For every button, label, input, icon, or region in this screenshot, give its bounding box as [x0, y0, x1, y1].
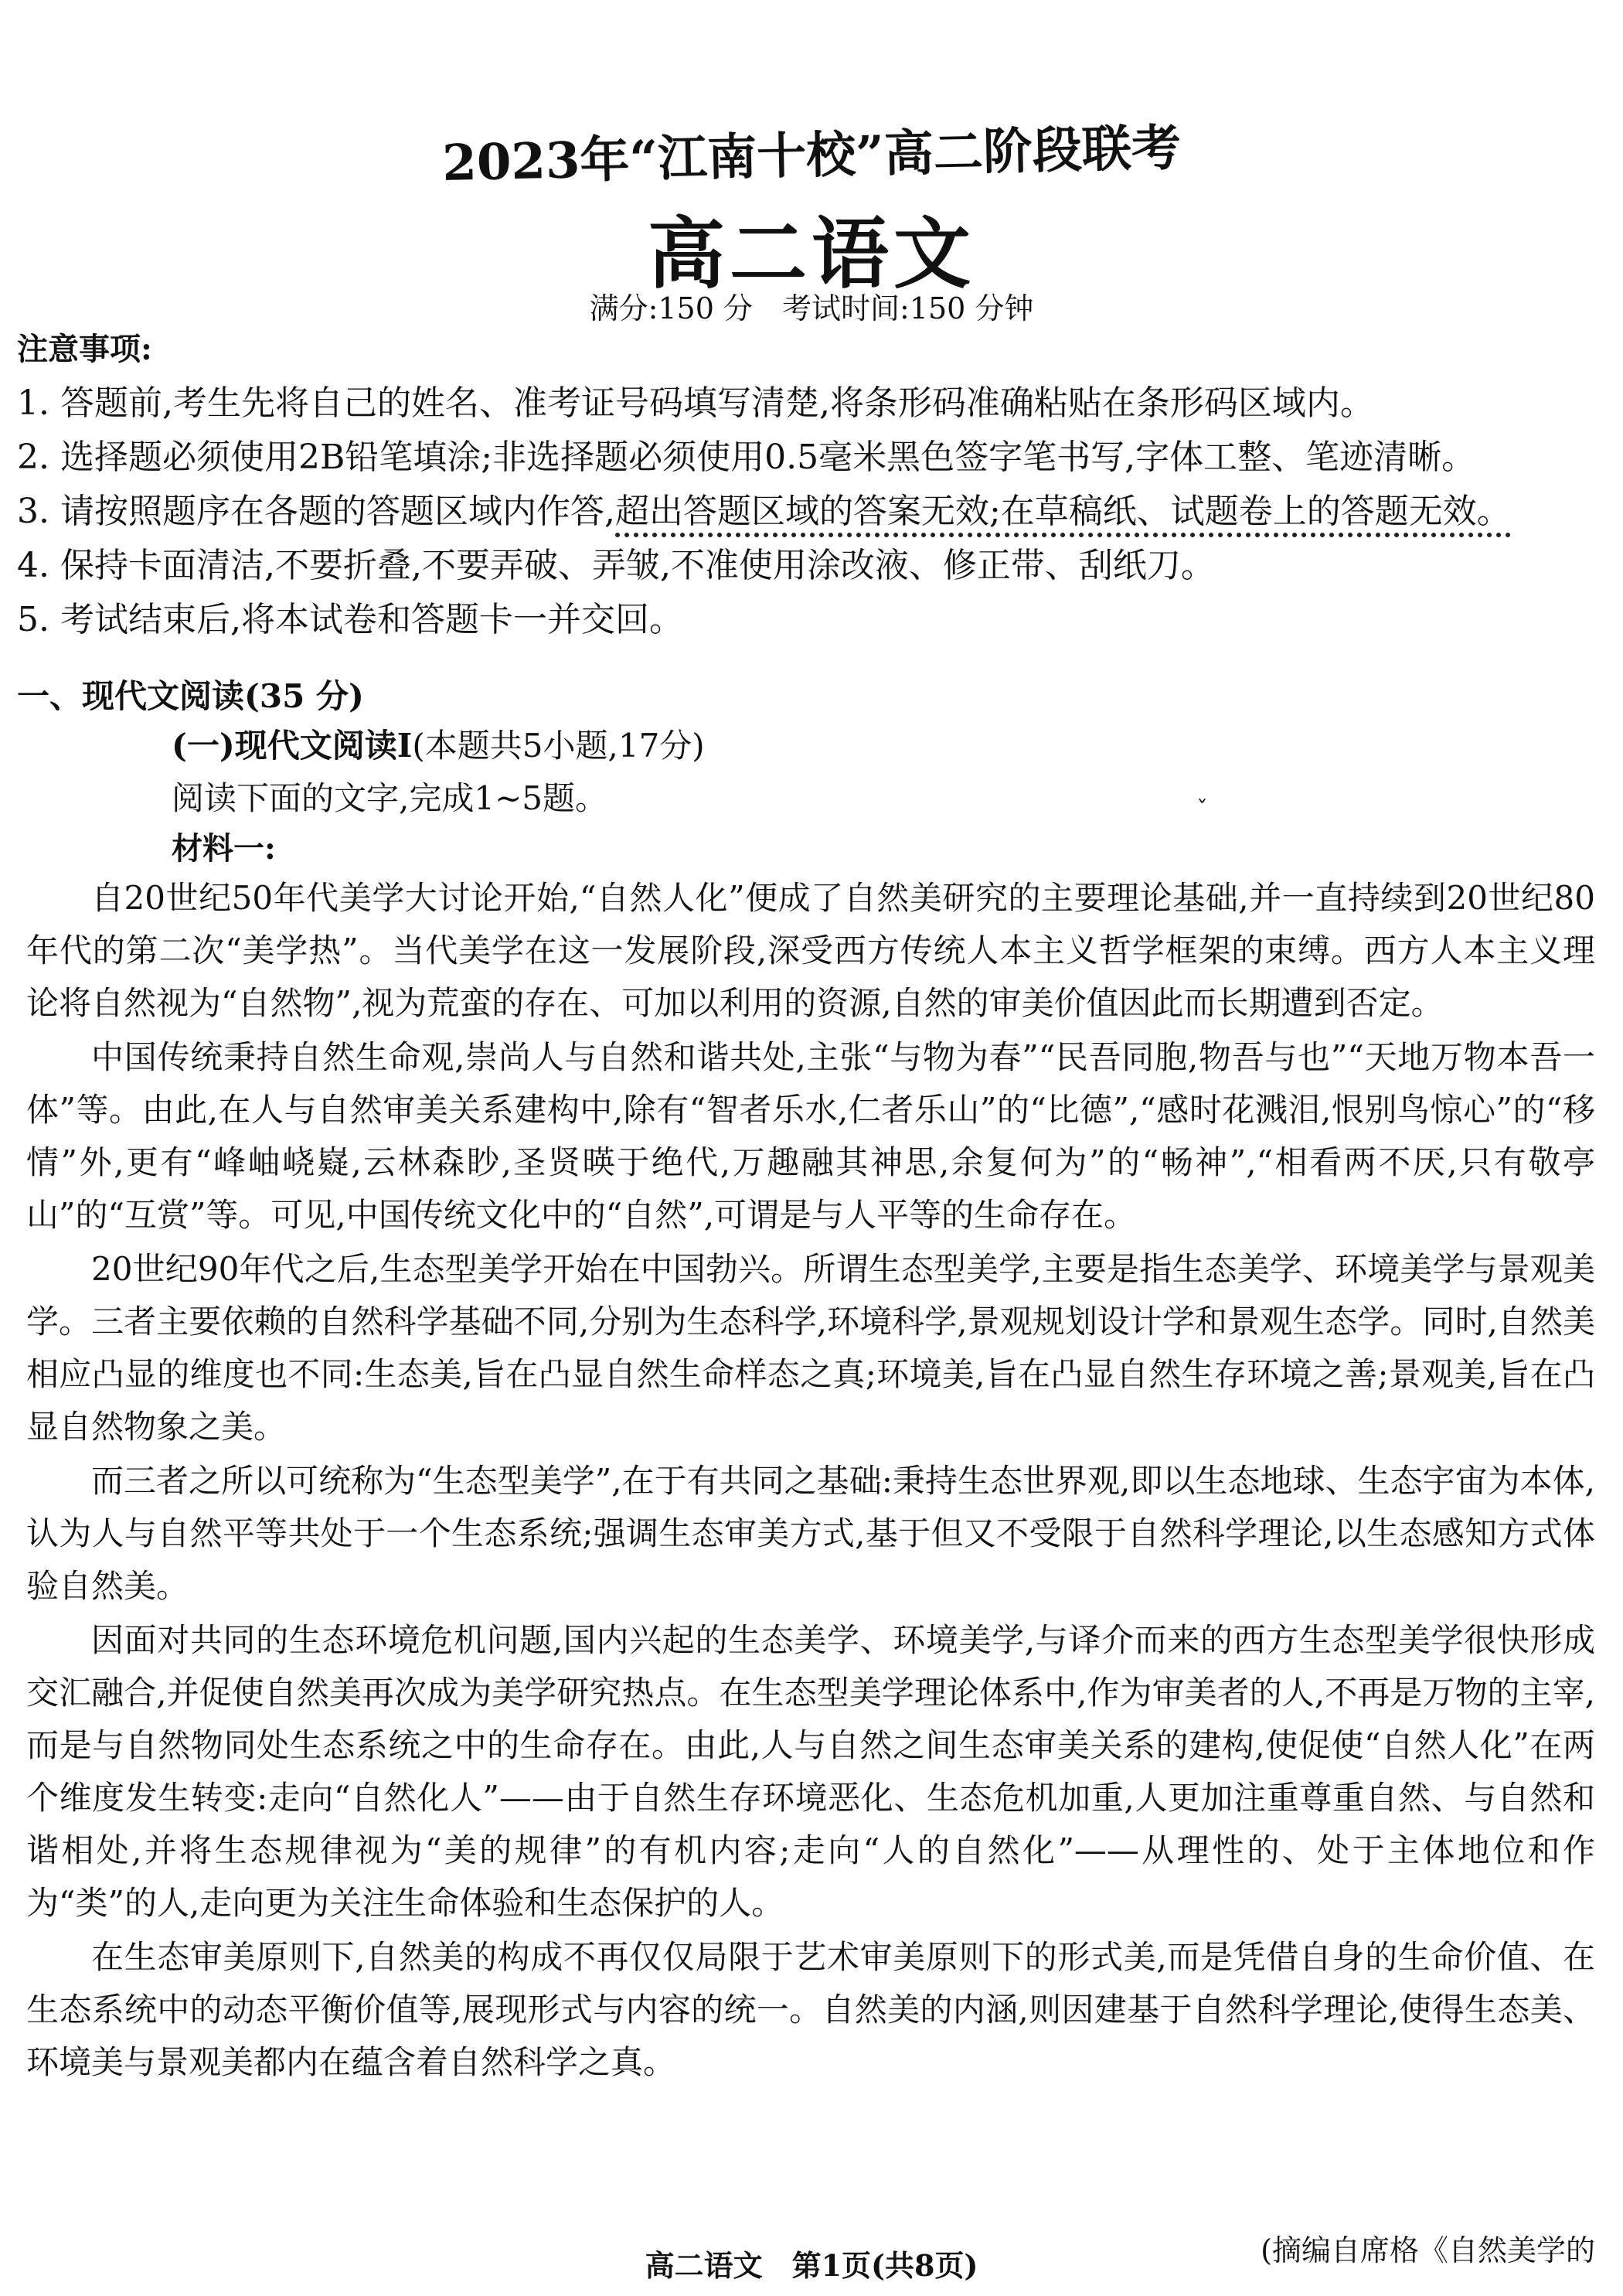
exam-meta: 满分:150 分 考试时间:150 分钟	[589, 291, 1034, 325]
notice-item-3	[17, 485, 1609, 539]
paragraph-3: 20世纪90年代之后,生态型美学开始在中国勃兴。所谓生态型美学,主要是指生态美学、环境美学与景观美学。三者主要依赖的自然科学基础不同,分别为生态科学,环境科学,景观规划设计学和景观生态学。同时,自然美相应凸显的维度也不同:生态美,旨在凸显自然生命样态之真;环境美,旨在凸显自然生存环境之善;景观美,旨在凸显自然物象之美。	[26, 1250, 1595, 1446]
pen-mark: ˇ	[1196, 796, 1208, 823]
notice-item-4: 4. 保持卡面清洁,不要折叠,不要弄破、弄皱,不准使用涂改液、修正带、刮纸刀。	[17, 546, 1215, 585]
paragraph-6: 在生态审美原则下,自然美的构成不再仅仅局限于艺术审美原则下的形式美,而是凭借自身的生命价值、在生态系统中的动态平衡价值等,展现形式与内容的统一。自然美的内涵,则因建基于自然科学理论,使得生态美、环境美与景观美都内在蕴含着自然科学之真。	[26, 1938, 1595, 2081]
notice-block	[17, 325, 1609, 647]
paragraph-4: 而三者之所以可统称为“生态型美学”,在于有共同之基础:秉持生态世界观,即以生态地球、生态宇宙为本体,认为人与自然平等共处于一个生态系统;强调生态审美方式,基于但又不受限于自然科学理论,以生态感知方式体验自然美。	[26, 1462, 1595, 1605]
notice-item-3-emphasis: 超出答题区域的答案无效;在草稿纸、试题卷上的答题无效。	[615, 492, 1511, 537]
paragraph-2: 中国传统秉持自然生命观,崇尚人与自然和谐共处,主张“与物为春”“民吾同胞,物吾与也”“天地万物本吾一体”等。由此,在人与自然审美关系建构中,除有“智者乐水,仁者乐山”的“比德”,“感时花溅泪,恨别鸟惊心”的“移情”外,更有“峰岫峣嶷,云林森眇,圣贤暎于绝代,万趣融其神思,余复何为”的“畅神”,“相看两不厌,只有敬亭山”的“互赏”等。可见,中国传统文化中的“自然”,可谓是与人平等的生命存在。	[26, 1038, 1595, 1234]
reading-instruction: 阅读下面的文字,完成1~5题。	[172, 779, 607, 817]
notice-item-2: 2. 选择题必须使用2B铅笔填涂;非选择题必须使用0.5毫米黑色签字笔书写,字体工整、笔迹清晰。	[17, 438, 1476, 477]
subject-title: 高二语文	[648, 208, 975, 299]
section-heading: 一、现代文阅读(35 分)	[17, 677, 364, 715]
sub-section-detail: (本题共5小题,17分)	[412, 727, 705, 765]
paragraph-1: 自20世纪50年代美学大讨论开始,“自然人化”便成了自然美研究的主要理论基础,并一直持续到20世纪80年代的第二次“美学热”。当代美学在这一发展阶段,深受西方传统人本主义哲学框架的束缚。西方人本主义理论将自然视为“自然物”,视为荒蛮的存在、可加以利用的资源,自然的审美价值因此而长期遭到否定。	[26, 879, 1595, 1022]
notice-item-3-part: 3. 请按照题序在各题的答题区域内作答,	[17, 492, 615, 531]
paragraph-5: 因面对共同的生态环境危机问题,国内兴起的生态美学、环境美学,与译介而来的西方生态型美学很快形成交汇融合,并促使自然美再次成为美学研究热点。在生态型美学理论体系中,作为审美者的人,不再是万物的主宰,而是与自然物同处生态系统之中的生命存在。由此,人与自然之间生态审美关系的建构,使促使“自然人化”在两个维度发生转变:走向“自然化人”——由于自然生存环境恶化、生态危机加重,人更加注重尊重自然、与自然和谐相处,并将生态规律视为“美的规律”的有机内容;走向“人的自然化”——从理性的、处于主体地位和作为“类”的人,走向更为关注生命体验和生态保护的人。	[26, 1621, 1595, 1922]
notice-heading: 注意事项:	[17, 331, 152, 367]
notice-item-1: 1. 答题前,考生先将自己的姓名、准考证号码填写清楚,将条形码准确粘贴在条形码区域内。	[17, 383, 1374, 423]
sub-section-title: (一)现代文阅读Ⅰ	[172, 727, 413, 765]
notice-item-5: 5. 考试结束后,将本试卷和答题卡一并交回。	[17, 600, 683, 639]
material-label: 材料一:	[172, 830, 276, 867]
passage-body	[26, 872, 1595, 2090]
sub-section-heading	[172, 720, 705, 767]
source-citation: (摘编自席格《自然美学的	[1261, 2233, 1595, 2267]
page-footer: 高二语文 第1页(共8页)	[645, 2248, 978, 2283]
exam-title: 2023年“江南十校”高二阶段联考	[441, 118, 1182, 192]
